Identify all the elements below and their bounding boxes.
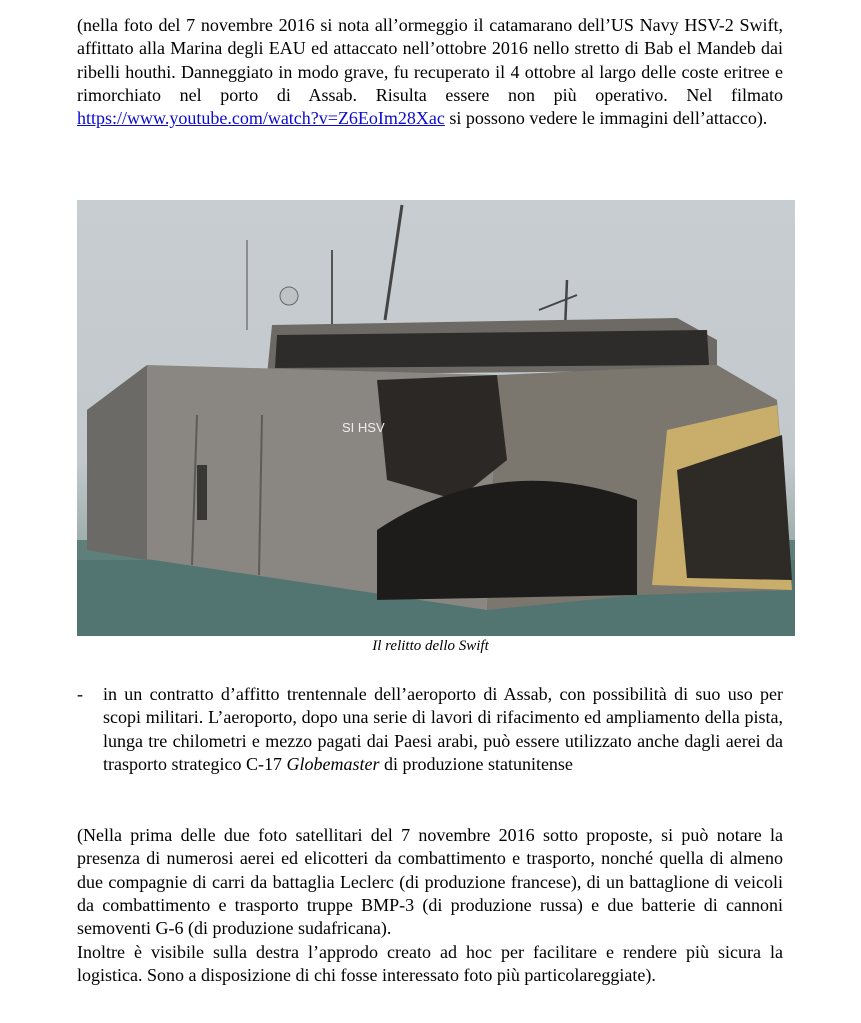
hull-marking: SI HSV — [342, 420, 385, 435]
intro-text-before: (nella foto del 7 novembre 2016 si nota all’ormeggio il catamarano dell’US Navy HSV-2 Swift, affittato alla Marina degli EAU ed attaccato nell’ottobre 2016 nello stretto di Bab el Mandeb dai ribelli houthi. Danneggiato in modo grave, fu recuperato il 4 ottobre al largo delle coste eritree e rimorchiato nel porto di Assab. Risulta essere non più operativo. Nel filmato — [77, 15, 783, 105]
aircraft-name: Globemaster — [286, 753, 380, 774]
bullet-marker: - — [77, 684, 83, 704]
intro-paragraph — [77, 14, 783, 130]
bullet-text-after: di produzione statunitense — [379, 753, 573, 774]
photo-caption: Il relitto dello Swift — [372, 638, 489, 654]
intro-text-after: si possono vedere le immagini dell’attacco). — [444, 108, 768, 129]
logistics-paragraph: Inoltre è visibile sulla destra l’approdo creato ad hoc per facilitare e rendere più sicura la logistica. Sono a disposizione di chi fosse interessato foto più particolareggiate). — [77, 942, 783, 986]
bullet-text — [103, 683, 783, 776]
ship-wreck-illustration — [77, 200, 795, 636]
satellite-paragraph: (Nella prima delle due foto satellitari del 7 novembre 2016 sotto proposte, si può notare la presenza di numerosi aerei ed elicotteri da combattimento e trasporto, nonché quella di almeno due compagnie di carri da battaglia Leclerc (di produzione francese), di un battaglione di veicoli da combattimento e trasporto truppe BMP-3 (di produzione russa) e due batterie di cannoni semoventi G-6 (di produzione sudafricana). — [77, 825, 783, 939]
youtube-link[interactable]: https://www.youtube.com/watch?v=Z6EoIm28Xac — [77, 108, 445, 129]
bullet-text-before: in un contratto d’affitto trentennale dell’aeroporto di Assab, con possibilità di suo uso per scopi militari. L’aeroporto, dopo una serie di lavori di rifacimento ed ampliamento della pista, lunga tre chilometri e mezzo pagati dai Paesi arabi, può essere utilizzato anche dagli aerei da trasporto strategico C-17 — [103, 684, 783, 774]
ship-wreck-photo — [77, 200, 795, 636]
